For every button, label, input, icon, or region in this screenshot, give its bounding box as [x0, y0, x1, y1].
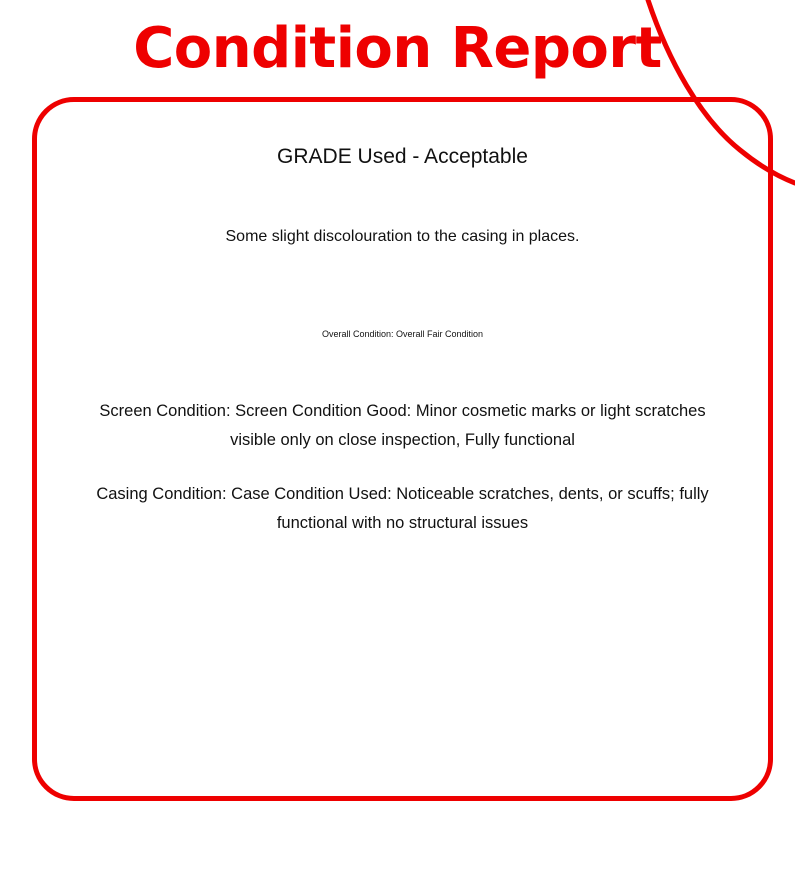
screen-condition-line: Screen Condition: Screen Condition Good: Minor cosmetic marks or light scratches visible only on close inspection, Fully functional: [99, 402, 706, 449]
summary-line: Some slight discolouration to the casing in places.: [225, 228, 580, 245]
page-title: Condition Report: [133, 16, 662, 81]
grade-line: GRADE Used - Acceptable: [277, 145, 528, 168]
overall-condition-line: Overall Condition: Overall Fair Condition: [321, 329, 484, 339]
report-body: [32, 97, 773, 801]
casing-condition-line: Casing Condition: Case Condition Used: Noticeable scratches, dents, or scuffs; fully functional with no structural issues: [96, 485, 709, 532]
